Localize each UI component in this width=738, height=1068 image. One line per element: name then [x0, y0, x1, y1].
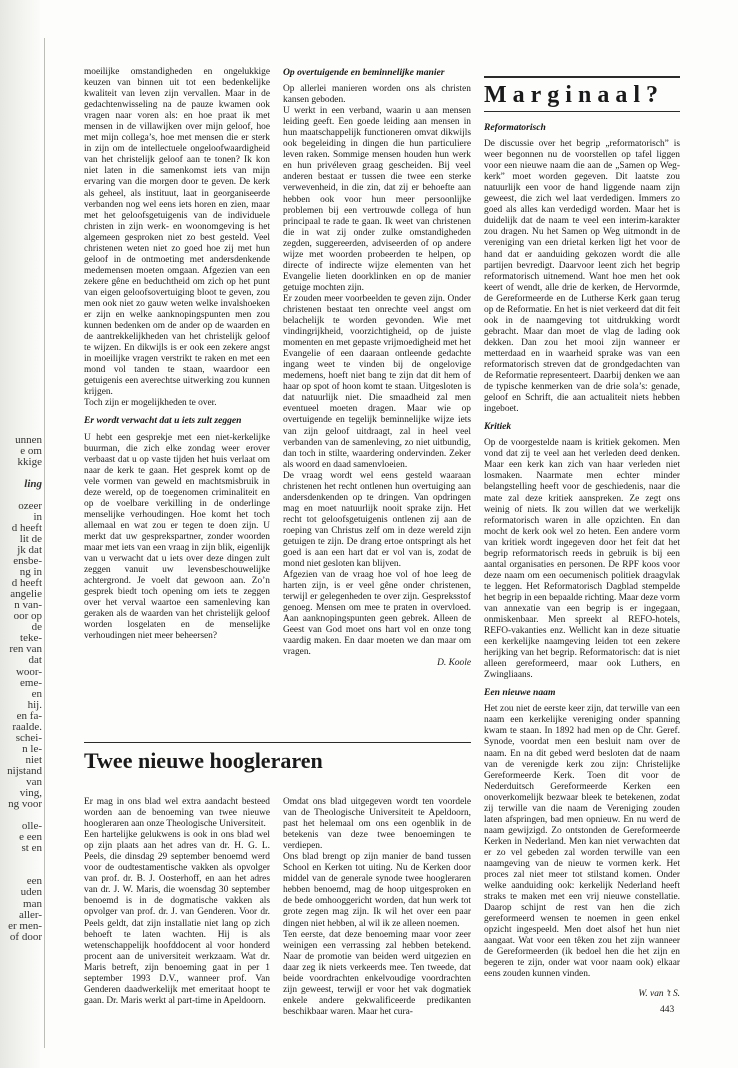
- fragment-line: [0, 401, 42, 412]
- fragment-line: angelie: [10, 588, 42, 601]
- fragment-line: ensbe-: [13, 555, 42, 568]
- subheading: Kritiek: [484, 421, 512, 433]
- fragment-line: [0, 225, 42, 236]
- paragraph: Toch zijn er mogelijkheden te over.: [84, 398, 217, 409]
- article-column-1: [84, 67, 270, 642]
- author-signature: D. Koole: [437, 658, 471, 669]
- fragment-line: niet: [25, 753, 42, 766]
- hoogleraren-column-2: [283, 797, 471, 1018]
- fragment-line: ng voor: [8, 798, 42, 811]
- fragment-line: of door: [9, 930, 42, 943]
- fragment-line: d heeft: [11, 521, 42, 534]
- subheading: Een nieuwe naam: [484, 687, 556, 699]
- author-signature: W. van ’t S.: [638, 988, 680, 999]
- paragraph: De discussie over het begrip „reformatorisch” is weer begonnen nu de voorstellen op tafel liggen voor een nieuwe naam die aan de „Samen op Weg-kerk” moet worden gegeven. Dit laatste zou natuurlijk een voor de hand liggende naam zijn geweest, die zich wel laat verdedigen. Immers zo goed als alles kan verdedigd worden. Maar het is duidelijk dat de naam te veel een interim-karakter zou dragen. Nu het Samen op Weg uitmondt in de vereniging van een drietal kerken ligt het voor de hand dat er aanduiding gekozen wordt die alle partijen bevredigt. Daarvoor leent zich het begrip reformatorisch uitnemend. Want hoe men het ook keert of wendt, alle drie de kerken, de Hervormde, de Gereformeerde en de Lutherse Kerk gaan terug op de Reformatie. En het is niet verkeerd dat dit feit ook in de naamgeving tot uitdrukking wordt gebracht. Maar dan moet de vlag de lading ook dekken. Dan zou het mooi zijn wanneer er metterdaad en in waarheid sprake was van een reformatorisch streven dat de grondgedachten van de Reformatie representeert. Daarbij denken we aan de typische kenmerken van de drie sola’s: genade, geloof en Schrift, die aan actualiteit niets hebben ingeboet.: [484, 139, 680, 415]
- paragraph: moeilijke omstandigheden en ongelukkige keuzen van binnen uit tot een bedenkelijke kwaliteit van leven zijn vervallen. Maar in de gedachtenwisseling na de pauze kwamen ook vragen naar voren als: en hoe praat ik met mensen in de villawijken over mijn geloof, hoe met mijn collega’s, hoe met mensen die er sterk in zijn om de intellectuele ongeloofwaardigheid van het christelijk geloof aan te tonen? Ik kon niet laten in die samenkomst iets van mijn ervaring van die morgen door te geven. De kerk als geheel, als instituut, laat in georganiseerde verbanden nog wel eens iets horen en zien, maar met het geloofsgetuigenis van de individuele christen in zijn werk- en woonomgeving is het algemeen gesproken niet zo best gesteld. Veel christenen weten niet zo goed hoe zij met hun geloof in de ontmoeting met andersdenkende medemensen moeten omgaan. Afgezien van een zekere gêne en beduchtheid om zich op het punt van eigen geloofsovertuiging bloot te geven, zou men ook niet zo gauw weten welke invalshoeken er zijn en welke aanknopingspunten men zou kunnen bedenken om de ander op de waarden en de aantrekkelijkheden van het christelijk geloof te wijzen. En dikwijls is er ook een zekere angst in moeilijke vragen verstrikt te raken en met een mond vol tanden te staan, waardoor een getuigenis een averechtse uitwerking zou kunnen krijgen.: [84, 67, 270, 398]
- subheading: Reformatorisch: [484, 122, 546, 133]
- fragment-line: ling: [24, 477, 42, 490]
- fragment-line: man: [23, 897, 42, 910]
- fragment-line: hij.: [27, 698, 42, 711]
- paragraph: Er mag in ons blad wel extra aandacht besteed worden aan de benoeming van twee nieuwe hoogleraren aan onze Theologische Universiteit.: [84, 797, 270, 830]
- fragment-line: [0, 136, 42, 147]
- fragment-line: [0, 103, 42, 114]
- fragment-line: unnen: [15, 433, 42, 446]
- marginaal-column: [484, 122, 680, 1000]
- fragment-line: [0, 114, 42, 125]
- fragment-line: er men-: [8, 919, 42, 932]
- fragment-line: [0, 169, 42, 180]
- fragment-line: e een: [19, 831, 42, 844]
- fragment-line: [0, 125, 42, 136]
- fragment-line: [0, 236, 42, 247]
- fragment-line: nijstand: [7, 764, 42, 777]
- fragment-line: [0, 158, 42, 169]
- fragment-line: [0, 291, 42, 302]
- fragment-line: [0, 346, 42, 357]
- fragment-line: [0, 203, 42, 214]
- fragment-line: [0, 313, 42, 324]
- fragment-line: dat: [28, 654, 42, 667]
- fragment-line: en fa-: [16, 709, 42, 722]
- fragment-line: [0, 424, 42, 435]
- fragment-line: woor-: [15, 665, 42, 678]
- fragment-line: [0, 81, 42, 92]
- fragment-line: n van-: [14, 599, 42, 612]
- fragment-line: ozeer: [18, 499, 42, 512]
- fragment-line: in: [33, 510, 42, 523]
- fragment-line: schei-: [15, 731, 42, 744]
- fragment-line: e om: [20, 444, 42, 457]
- gutter-divider: [44, 38, 45, 1048]
- fragment-line: teke-: [20, 632, 42, 645]
- fragment-line: uden: [20, 886, 42, 899]
- fragment-line: [0, 324, 42, 335]
- fragment-line: [0, 280, 42, 291]
- previous-page-fragment: [0, 70, 42, 943]
- fragment-line: een: [26, 875, 42, 888]
- fragment-line: eme-: [20, 676, 42, 689]
- fragment-line: olle-: [21, 820, 42, 833]
- hoogleraren-column-1: [84, 797, 270, 1007]
- fragment-line: ving,: [19, 787, 42, 800]
- fragment-line: [0, 368, 42, 379]
- fragment-line: de: [31, 621, 42, 634]
- paragraph: De vraag wordt wel eens gesteld waaraan christenen het recht ontlenen hun overtuiging aan andersdenkenden op te dringen. Van opdringen mag en moet natuurlijk nooit sprake zijn. Het recht tot geloofsgetuigenis ontlenen zij aan de roeping van Christus zelf om in deze wereld zijn getuigen te zijn. De drang ertoe ontspringt als het goed is aan een hart dat er vol van is, zodat de mond niet gesloten kan blijven.: [283, 470, 471, 570]
- fragment-line: [0, 192, 42, 203]
- top-rule: [484, 76, 680, 78]
- article-column-2: [283, 67, 471, 670]
- fragment-line: d heeft: [11, 577, 42, 590]
- fragment-line: [0, 854, 42, 865]
- article-title: Twee nieuwe hoogleraren: [84, 748, 323, 773]
- fragment-line: n le-: [22, 742, 42, 755]
- fragment-line: [0, 92, 42, 103]
- paragraph: Op allerlei manieren worden ons als christen kansen geboden.: [283, 84, 471, 106]
- paragraph: U werkt in een verband, waarin u aan mensen leiding geeft. Een goede leiding aan mensen in hun maatschappelijk functioneren omvat dikwijls ook begeleiding in dingen die hun particuliere leven raken. Sommige mensen houden hun werk en hun privéleven graag gescheiden. Bij veel anderen bestaat er tussen die twee een sterke verwevenheid, in die zin, dat zij er behoefte aan hebben ook voor hun meer persoonlijke problemen bij een vertrouwde collega of hun principaal te rade te gaan. Ik weet van christenen die in wat zij onder zulke omstandigheden zegden, suggereerden, adviseerden of op andere wijze met woorden probeerden te helpen, op directe of indirecte wijze elementen van het Evangelie lieten doorklinken en op de manier getuige mochten zijn.: [283, 106, 471, 293]
- fragment-line: ren van: [9, 643, 42, 656]
- fragment-line: [0, 379, 42, 390]
- paragraph: Ons blad brengt op zijn manier de band tussen School en Kerken tot uiting. Nu de Kerken door middel van de generale synode twee hoogleraren hebben benoemd, mag de hoop uitgesproken en de bede omhooggericht worden, dat hun werk tot grote zegen mag zijn. Ik wil het over een paar dingen niet hebben, al wil ik ze alleen noemen.: [283, 852, 471, 929]
- fragment-line: [0, 180, 42, 191]
- fragment-line: lit de: [19, 532, 42, 545]
- paragraph: Een hartelijke gelukwens is ook in ons blad wel op zijn plaats aan het adres van dr. H. G. L. Peels, die dinsdag 29 september benoemd werd voor de oudtestamentische vakken als opvolger van prof. dr. B. J. Oosterhoff, en aan het adres van dr. J. W. Maris, die woensdag 30 september benoemd is in de dogmatische vakken als opvolger van prof. dr. J. van Genderen. Voor dr. Peels geldt, dat zijn installatie niet lang op zich behoeft te laten wachten. Hij is als wetenschappelijk hoofddocent al voor honderd procent aan de universiteit werkzaam. Wat dr. Maris betreft, zijn benoeming gaat in per 1 september 1993 D.V., wanneer prof. Van Genderen daadwerkelijk met emeritaat hoopt te gaan. Dr. Maris werkt al part-time in Apeldoorn.: [84, 830, 270, 1006]
- page-number: 443: [660, 1005, 675, 1015]
- section-title-marginaal: Marginaal?: [484, 82, 664, 108]
- fragment-line: [0, 214, 42, 225]
- fragment-line: van: [26, 776, 42, 788]
- fragment-line: [0, 70, 42, 81]
- article-rule: [84, 742, 471, 743]
- fragment-line: en: [31, 687, 42, 700]
- paragraph: Er zouden meer voorbeelden te geven zijn. Onder christenen bestaat ten onrechte veel angst om belachelijk te worden gevonden. Wie met vindingrijkheid, voorzichtigheid, op de juiste momenten en met gepaste vrijmoedigheid met het Evangelie of een daaraan ontleende gedachte ingang weet te vinden bij de ongelovige medemens, hoeft niet bang te zijn dat dit hem of haar op spot of hoon komt te staan. Uitgesloten is dat natuurlijk niet. Die smaadheid zal men eventueel moeten dragen. Maar wie op overtuigende en tegelijk beminnelijke wijze iets van zijn geloof uitdraagt, zal in heel veel verbanden van de samenleving, zo niet uitbundig, dan toch in stilte, waardering ondervinden. Zeker als woord en daad samenvloeien.: [283, 293, 471, 470]
- fragment-line: ng in: [19, 566, 42, 579]
- fragment-line: [0, 247, 42, 258]
- subheading: Op overtuigende en beminnelijke manier: [283, 67, 445, 78]
- subheading: Er wordt verwacht dat u iets zult zeggen: [84, 415, 242, 427]
- fragment-line: [0, 412, 42, 423]
- fragment-line: st en: [21, 842, 42, 855]
- paragraph: Het zou niet de eerste keer zijn, dat terwille van een naam een kerkelijke vereniging onder spanning kwam te staan. In 1892 had men op de Chr. Geref. Synode, voordat men een besluit nam over de naam. En na dit gebed werd besloten dat de naam van de verenigde kerk zou zijn: Christelijke Gereformeerde Kerk. Toen dit voor de Nederduitsch Gereformeerde Kerken een onoverkomelijk bezwaar bleek te betekenen, zodat zij terwille van die naam de Vereniging zouden laten afspringen, bad men opnieuw. En nu werd de naam gewijzigd. Zo ontstonden de Gereformeerde Kerken in Nederland. Men kan niet verwachten dat er zo vel gebeden zal worden terwille van een naamgeving van de nieuw te vormen kerk. Het proces zal niet meer tot stilstand komen. Onder welke aanduiding ook: kerkelijk Nederland heeft straks te maken met een vrij nieuwe constellatie. Daarop schijnt de rest van hen die zich gereformeerd wensen te noemen in geen enkel opzicht ingespeeld. Men doet alsof het hun niet aangaat. Wat voor een têken zou het zijn wanneer de Gereformeerden (ik bedoel hen die het zijn en begeren te zijn, onder wat voor naam ook) elkaar eens zouden kunnen vinden.: [484, 704, 680, 980]
- title-rule: [484, 111, 680, 112]
- fragment-line: [0, 269, 42, 280]
- fragment-line: [0, 147, 42, 158]
- fragment-line: [0, 258, 42, 269]
- fragment-line: raalde.: [12, 720, 42, 733]
- paragraph: Ten eerste, dat deze benoeming maar voor zeer weinigen een verrassing zal hebben betekend. Naar de promotie van beiden werd uitgezien en daar zeg ik niets verkeerds mee. Ten tweede, dat beide voordrachten enkelvoudige voordrachten zijn geweest, terwijl er voor het vak dogmatiek enkele andere gekwalificeerde predikanten beschikbaar waren. Maar het cura-: [283, 929, 471, 1017]
- fragment-line: [0, 357, 42, 368]
- fragment-line: [0, 390, 42, 401]
- paragraph: Afgezien van de vraag hoe vol of hoe leeg de harten zijn, is er veel gêne onder christenen, terwijl er gelegenheden te over zijn. Gespreksstof genoeg. Mensen om mee te praten in overvloed. Aan aanknopingspunten geen gebrek. Alleen de Geest van God moet ons hart vol en onze tong vaardig maken. En daar moeten we dan maar om vragen.: [283, 570, 471, 658]
- paragraph: U hebt een gesprekje met een niet-kerkelijke buurman, die zich elke zondag weer erover verbaast dat u op vaste tijden het huis verlaat om naar de kerk te gaan. Het gesprek komt op de vele vormen van geweld en machtsmisbruik in deze wereld, op de toegenomen criminaliteit en op de voelbare verkilling in de onderlinge menselijke verhoudingen. Hoe komt het toch allemaal en wat zou er tegen te doen zijn. U merkt dat uw gesprekspartner, zonder woorden maar met iets van een vraag in zijn blik, eigenlijk van u verwacht dat u iets over deze dingen zult zeggen vanuit uw levensbeschouwelijke achtergrond. Je voelt dat gewoon aan. Zo’n gesprek biedt toch opening om iets te zeggen over het verval waartoe een samenleving kan geraken als de waarden van het christelijk geloof worden losgelaten en de menselijke verhoudingen niet meer beheersen?: [84, 432, 270, 642]
- fragment-line: kkige: [17, 455, 42, 468]
- fragment-line: oor op: [13, 610, 42, 623]
- fragment-line: [0, 302, 42, 313]
- paragraph: Omdat ons blad uitgegeven wordt ten voordele van de Theologische Universiteit te Apeldoorn, past het helemaal om ons een ogenblik in de betekenis van deze twee benoemingen te verdiepen.: [283, 797, 471, 852]
- paragraph: Op de voorgestelde naam is kritiek gekomen. Men vond dat zij te veel aan het verleden deed denken. Maar een kerk kan zich van haar verleden niet losmaken. Naarmate men echter minder belangstelling heeft voor de geschiedenis, naar die mate zal deze kritiek aanspreken. Ze zegt ons weinig of niets. Ik zou willen dat we werkelijk reformatorisch waren in alle opzichten. En dan mocht de kerk ook wel zo heten. Een andere vorm van kritiek wordt ingegeven door het feit dat het begrip reformatorisch reeds in gebruik is bij een aantal organisaties en personen. De RPF koos voor deze naam om een oecumenisch politiek draagvlak te leggen. Het Reformatorisch Dagblad stempelde het begrip in een bepaalde richting. Maar deze vorm van annexatie van een begrip is er ingegaan, onmiskenbaar. Men spreekt al REFO-hotels, REFO-vakanties enz. Wellicht kan in deze situatie een kerkelijke naamgeving leiden tot een zekere herijking van het begrip. Reformatorisch: dat is niet alleen gereformeerd, maar ook Luthers, en Zwingliaans.: [484, 438, 681, 681]
- fragment-line: aller-: [19, 908, 42, 921]
- fragment-line: jk dat: [17, 544, 42, 557]
- fragment-line: [0, 335, 42, 346]
